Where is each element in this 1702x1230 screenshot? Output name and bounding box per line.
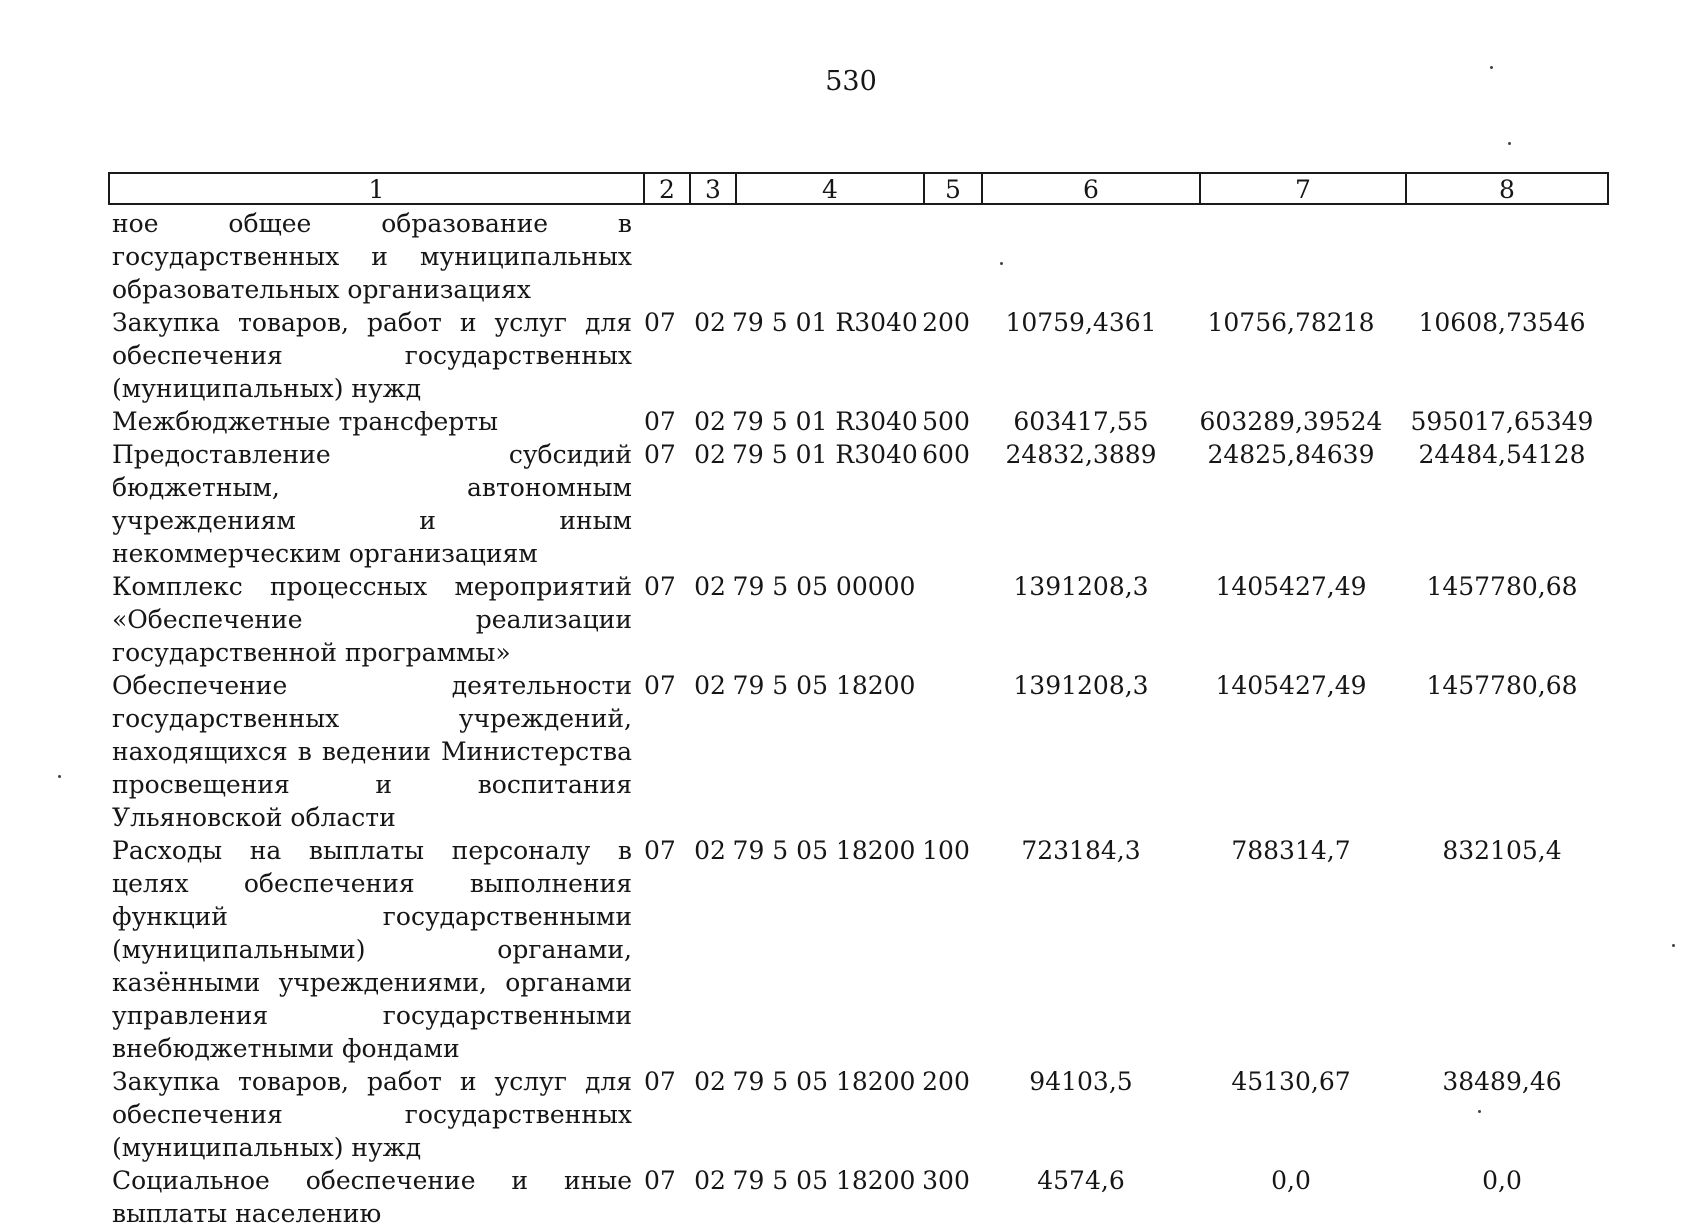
cell-expense-type: 100 bbox=[922, 836, 970, 865]
cell-amount-col6: 24832,3889 bbox=[1005, 440, 1157, 469]
cell-amount-col6: 94103,5 bbox=[1029, 1067, 1133, 1096]
cell-section: 07 bbox=[644, 1067, 676, 1096]
cell-subsection: 02 bbox=[694, 1166, 726, 1195]
header-col-3: 3 bbox=[691, 174, 737, 203]
scan-speck bbox=[1000, 262, 1003, 265]
row-description: Обеспечение деятельности государственных учреждений, находящихся в ведении Министерства просвещения и воспитания Ульяновской области bbox=[112, 671, 632, 832]
cell-amount-col6: 4574,6 bbox=[1037, 1166, 1125, 1195]
cell-amount-col8: 832105,4 bbox=[1442, 836, 1562, 865]
cell-amount-col7: 0,0 bbox=[1271, 1166, 1311, 1195]
header-col-5: 5 bbox=[925, 174, 983, 203]
cell-target-article: 79 5 05 18200 bbox=[732, 1067, 916, 1096]
cell-subsection: 02 bbox=[694, 308, 726, 337]
cell-amount-col7: 24825,84639 bbox=[1207, 440, 1375, 469]
table-row bbox=[112, 1065, 1612, 1164]
scan-speck bbox=[1490, 66, 1493, 69]
scan-speck bbox=[58, 775, 61, 778]
cell-amount-col6: 1391208,3 bbox=[1013, 572, 1149, 601]
table-row bbox=[112, 669, 1612, 834]
cell-subsection: 02 bbox=[694, 1067, 726, 1096]
cell-section: 07 bbox=[644, 1166, 676, 1195]
scan-speck bbox=[1672, 944, 1675, 947]
table-row bbox=[112, 207, 1612, 306]
cell-amount-col8: 1457780,68 bbox=[1426, 671, 1578, 700]
table-row bbox=[112, 438, 1612, 570]
row-description: Закупка товаров, работ и услуг для обеспечения государственных (муниципальных) нужд bbox=[112, 1067, 632, 1162]
cell-amount-col8: 10608,73546 bbox=[1418, 308, 1586, 337]
cell-amount-col8: 595017,65349 bbox=[1410, 407, 1594, 436]
cell-subsection: 02 bbox=[694, 671, 726, 700]
cell-target-article: 79 5 05 00000 bbox=[732, 572, 916, 601]
cell-amount-col7: 10756,78218 bbox=[1207, 308, 1375, 337]
cell-amount-col8: 24484,54128 bbox=[1418, 440, 1586, 469]
row-description: Межбюджетные трансферты bbox=[112, 407, 499, 436]
header-col-6: 6 bbox=[983, 174, 1201, 203]
scan-speck bbox=[1508, 142, 1511, 145]
cell-amount-col6: 10759,4361 bbox=[1005, 308, 1157, 337]
cell-amount-col7: 603289,39524 bbox=[1199, 407, 1383, 436]
cell-amount-col7: 1405427,49 bbox=[1215, 671, 1367, 700]
header-col-7: 7 bbox=[1201, 174, 1407, 203]
cell-target-article: 79 5 01 R3040 bbox=[732, 308, 918, 337]
table-body bbox=[112, 207, 1612, 1230]
row-description: Социальное обеспечение и иные выплаты населению bbox=[112, 1166, 632, 1228]
row-description: Комплекс процессных мероприятий «Обеспечение реализации государственной программы» bbox=[112, 572, 632, 667]
row-description: Предоставление субсидий бюджетным, автономным учреждениям и иным некоммерческим организациям bbox=[112, 440, 632, 568]
table-row bbox=[112, 405, 1612, 438]
cell-amount-col6: 1391208,3 bbox=[1013, 671, 1149, 700]
page-number: 530 bbox=[825, 66, 877, 97]
cell-subsection: 02 bbox=[694, 407, 726, 436]
cell-amount-col6: 603417,55 bbox=[1013, 407, 1149, 436]
table-row bbox=[112, 306, 1612, 405]
header-col-1: 1 bbox=[110, 174, 645, 203]
table-row bbox=[112, 1164, 1612, 1230]
cell-amount-col8: 0,0 bbox=[1482, 1166, 1522, 1195]
cell-section: 07 bbox=[644, 440, 676, 469]
cell-amount-col8: 1457780,68 bbox=[1426, 572, 1578, 601]
cell-subsection: 02 bbox=[694, 836, 726, 865]
cell-subsection: 02 bbox=[694, 572, 726, 601]
cell-section: 07 bbox=[644, 572, 676, 601]
cell-expense-type: 600 bbox=[922, 440, 970, 469]
cell-section: 07 bbox=[644, 836, 676, 865]
cell-amount-col8: 38489,46 bbox=[1442, 1067, 1562, 1096]
scan-speck bbox=[1478, 1110, 1481, 1113]
cell-section: 07 bbox=[644, 308, 676, 337]
table-row bbox=[112, 570, 1612, 669]
cell-section: 07 bbox=[644, 671, 676, 700]
cell-target-article: 79 5 05 18200 bbox=[732, 671, 916, 700]
row-description: ное общее образование в государственных и муниципальных образовательных организациях bbox=[112, 209, 632, 304]
cell-amount-col7: 788314,7 bbox=[1231, 836, 1351, 865]
cell-target-article: 79 5 01 R3040 bbox=[732, 407, 918, 436]
cell-section: 07 bbox=[644, 407, 676, 436]
cell-expense-type: 500 bbox=[922, 407, 970, 436]
table-row bbox=[112, 834, 1612, 1065]
cell-expense-type: 200 bbox=[922, 308, 970, 337]
cell-expense-type: 300 bbox=[922, 1166, 970, 1195]
cell-expense-type: 200 bbox=[922, 1067, 970, 1096]
table-header bbox=[108, 172, 1609, 205]
cell-subsection: 02 bbox=[694, 440, 726, 469]
cell-target-article: 79 5 05 18200 bbox=[732, 836, 916, 865]
header-col-8: 8 bbox=[1499, 175, 1515, 204]
cell-target-article: 79 5 01 R3040 bbox=[732, 440, 918, 469]
cell-target-article: 79 5 05 18200 bbox=[732, 1166, 916, 1195]
header-col-2: 2 bbox=[645, 174, 691, 203]
row-description: Закупка товаров, работ и услуг для обеспечения государственных (муниципальных) нужд bbox=[112, 308, 632, 403]
header-col-4: 4 bbox=[737, 174, 925, 203]
cell-amount-col7: 45130,67 bbox=[1231, 1067, 1351, 1096]
row-description: Расходы на выплаты персоналу в целях обеспечения выполнения функций государственными (муниципальными) органами, казёнными учреждениями, органами управления государственными внебюджетными фондами bbox=[112, 836, 632, 1063]
cell-amount-col6: 723184,3 bbox=[1021, 836, 1141, 865]
cell-amount-col7: 1405427,49 bbox=[1215, 572, 1367, 601]
